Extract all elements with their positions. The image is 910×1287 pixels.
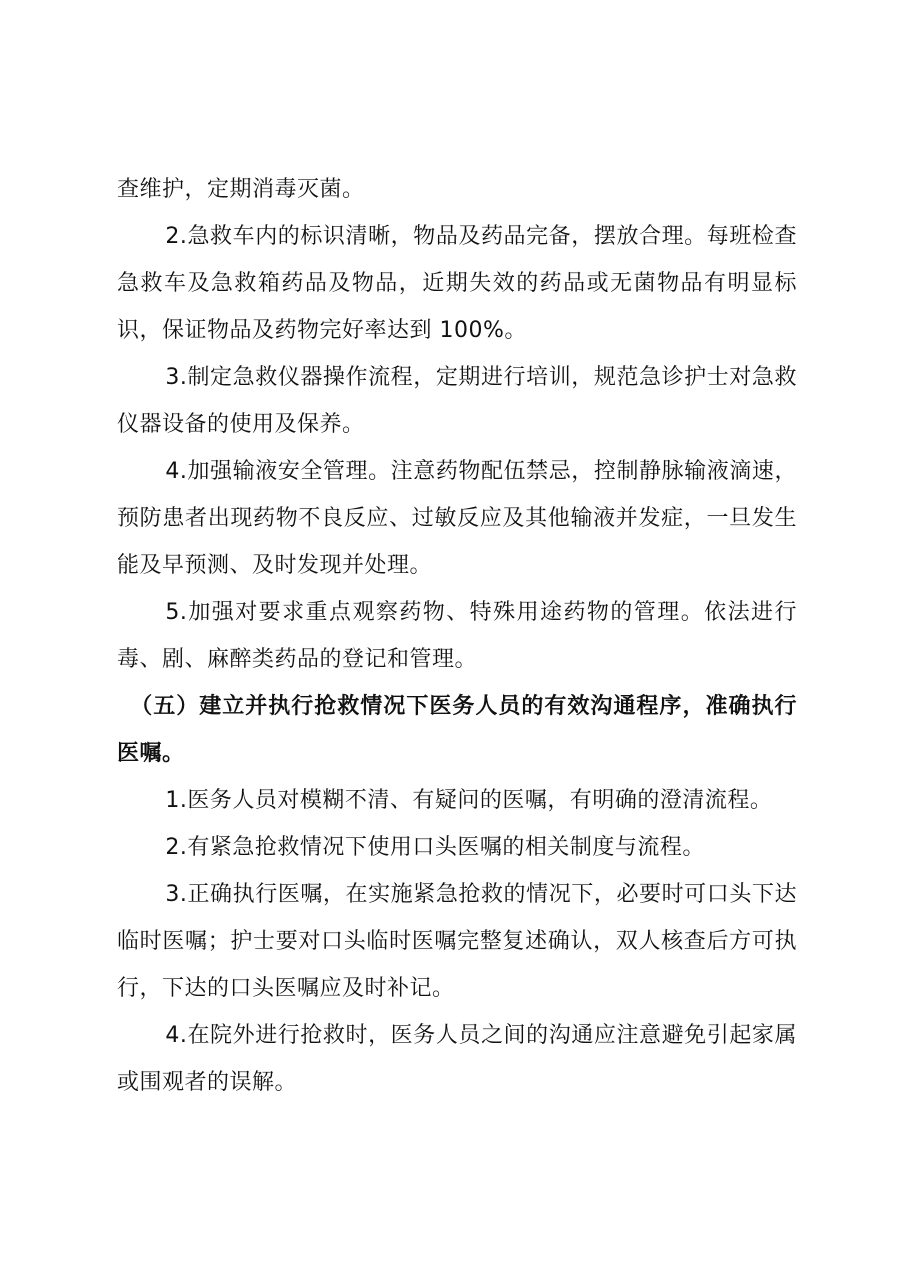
paragraph-item-3-execute-orders: 3.正确执行医嘱，在实施紧急抢救的情况下，必要时可口头下达临时医嘱；护士要对口头临时医嘱完整复述确认，双人核查后方可执行，下达的口头医嘱应及时补记。 [117, 882, 797, 1001]
paragraph-item-3-equipment: 3.制定急救仪器操作流程，定期进行培训，规范急诊护士对急救仪器设备的使用及保养。 [117, 365, 797, 437]
paragraph-item-2-crash-cart: 2.急救车内的标识清晰，物品及药品完备，摆放合理。每班检查急救车及急救箱药品及物品，近期失效的药品或无菌物品有明显标识，保证物品及药物完好率达到 100%。 [117, 224, 797, 343]
paragraph-item-4-outside-rescue: 4.在院外进行抢救时，医务人员之间的沟通应注意避免引起家属或围观者的误解。 [117, 1023, 797, 1095]
section-heading-five: （五）建立并执行抢救情况下医务人员的有效沟通程序，准确执行医嘱。 [117, 694, 797, 766]
paragraph-item-4-infusion: 4.加强输液安全管理。注意药物配伍禁忌，控制静脉输液滴速，预防患者出现药物不良反应、过敏反应及其他输液并发症，一旦发生能及早预测、及时发现并处理。 [117, 459, 797, 578]
document-page [117, 166, 797, 1106]
paragraph-item-2-verbal-orders: 2.有紧急抢救情况下使用口头医嘱的相关制度与流程。 [165, 835, 705, 860]
paragraph-item-5-drugs: 5.加强对要求重点观察药物、特殊用途药物的管理。依法进行毒、剧、麻醉类药品的登记和管理。 [117, 600, 797, 672]
paragraph-continuation: 查维护，定期消毒灭菌。 [117, 177, 365, 202]
paragraph-item-1-clarify: 1.医务人员对模糊不清、有疑问的医嘱，有明确的澄清流程。 [165, 788, 773, 813]
